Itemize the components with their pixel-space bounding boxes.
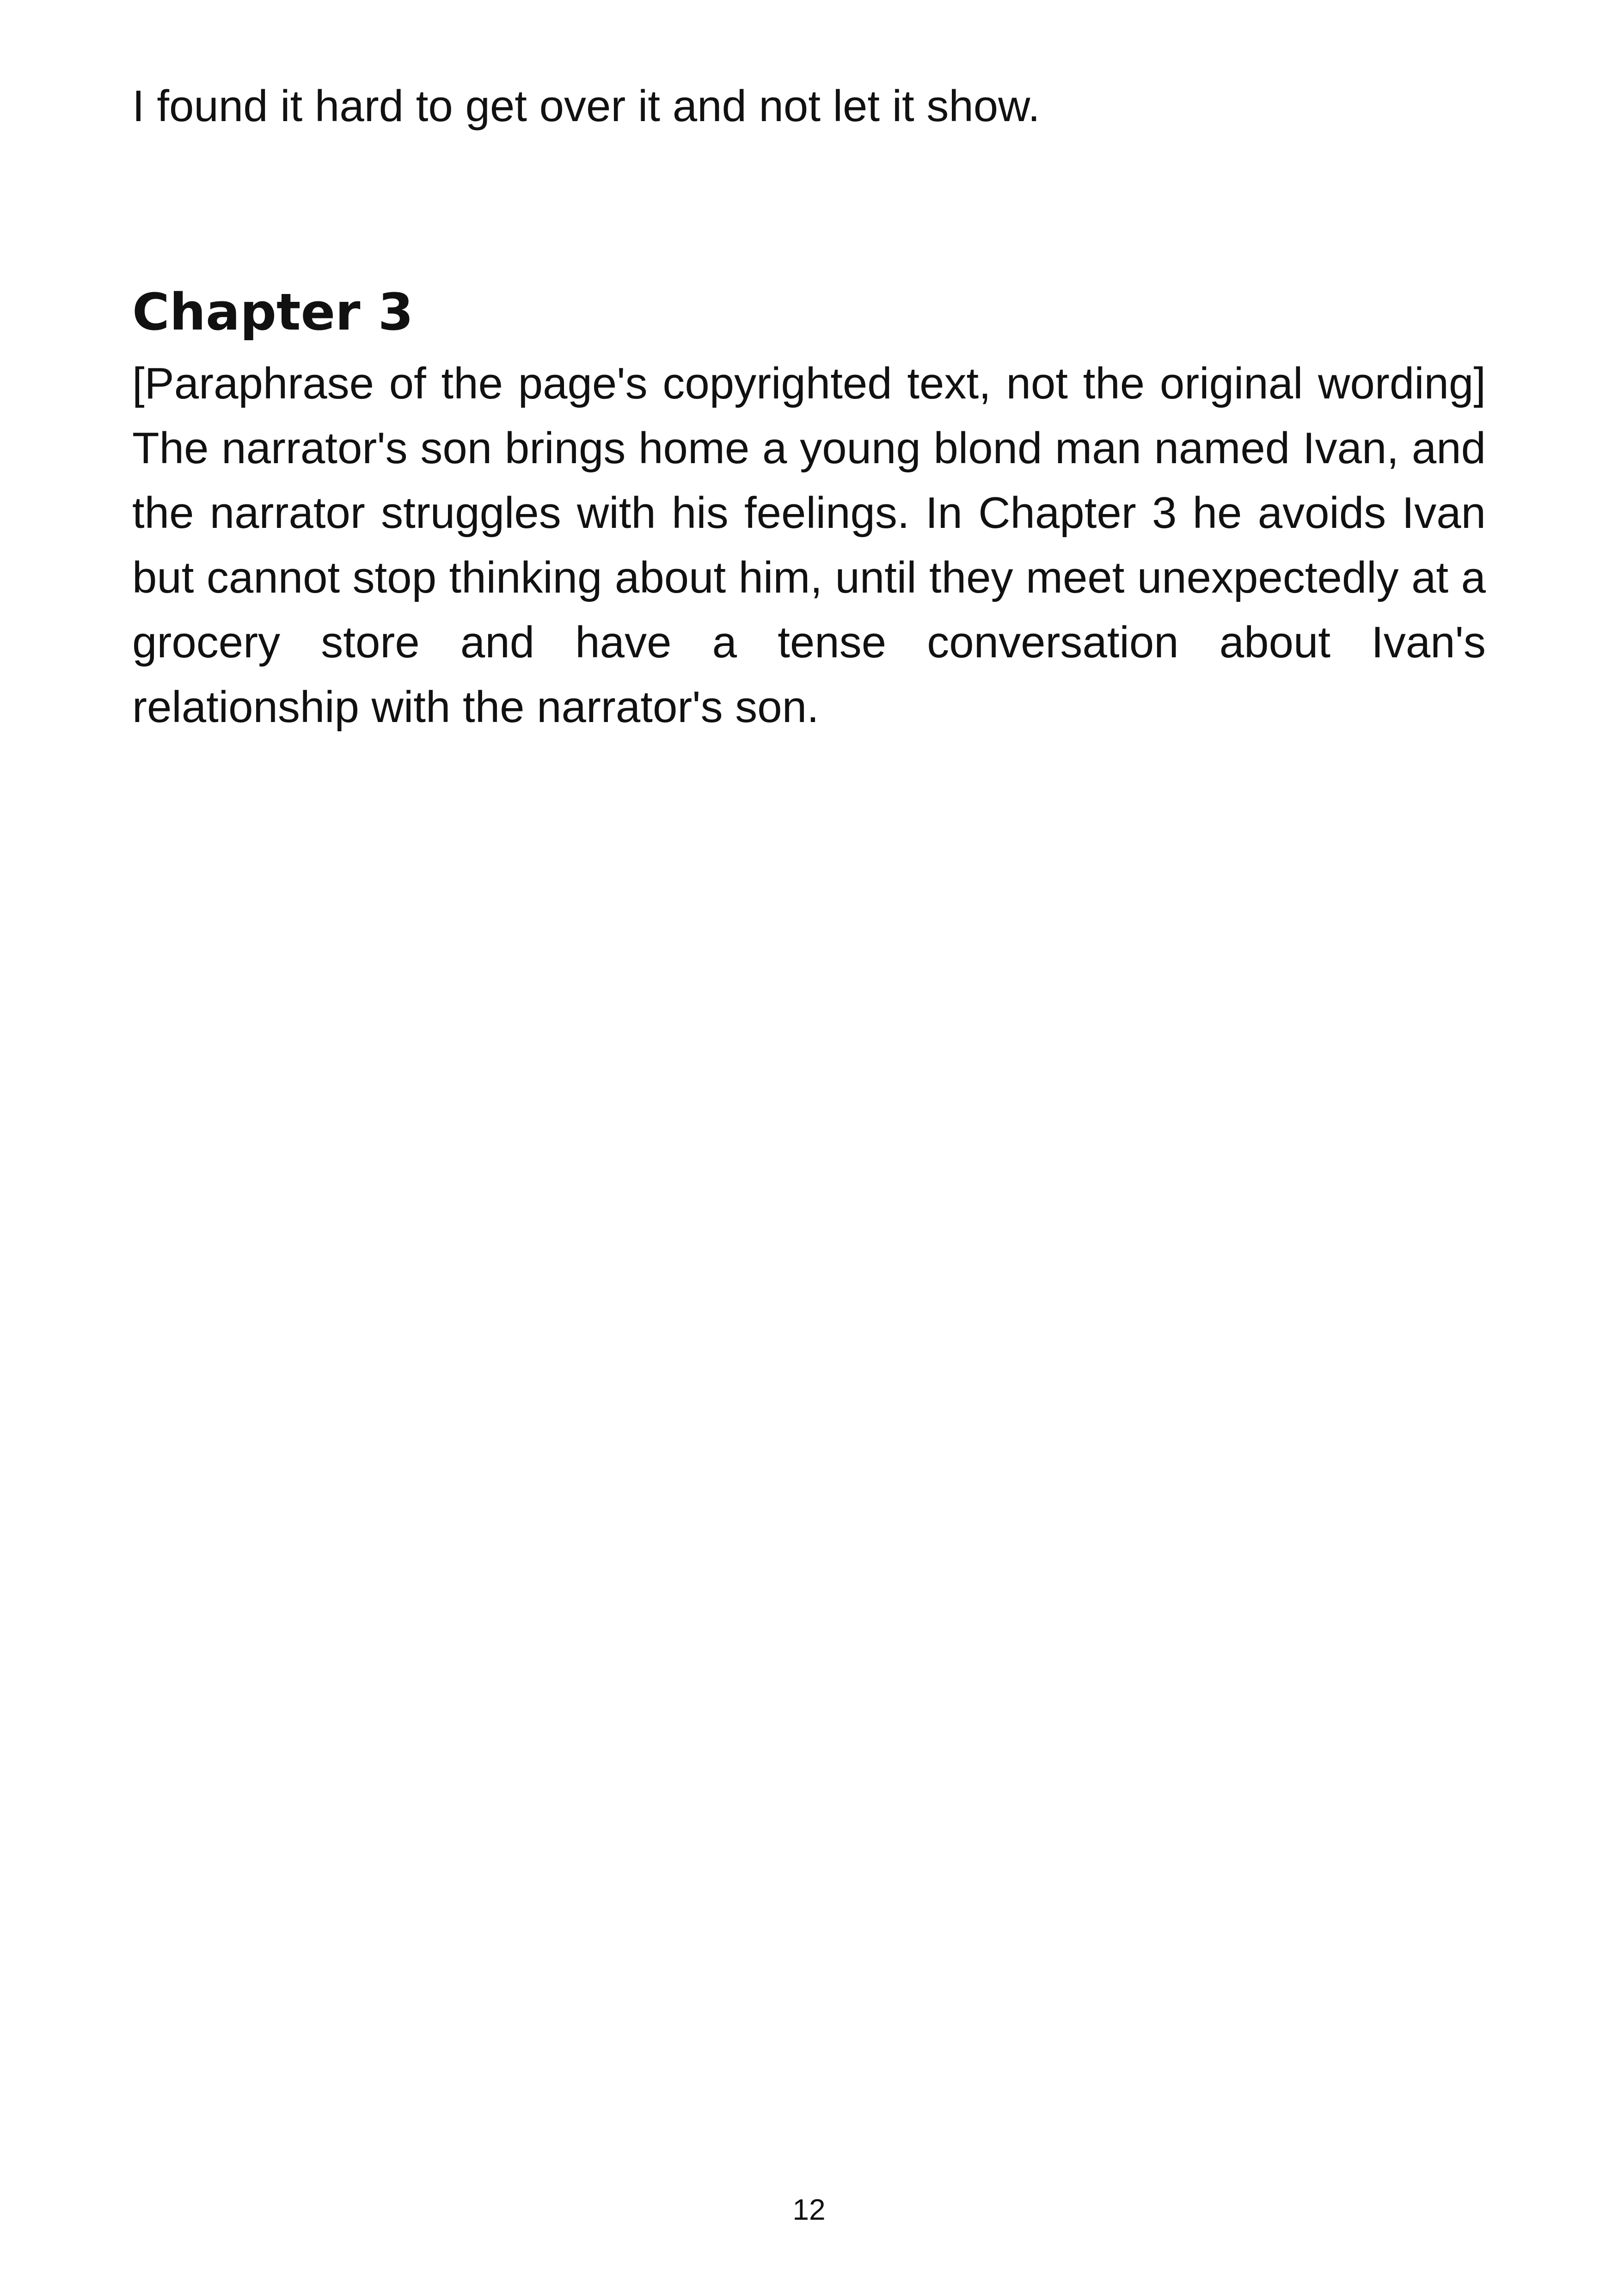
chapter-heading: Chapter 3 (132, 282, 414, 342)
excerpt: I found it hard to get over it and not let it show. (132, 81, 1040, 131)
page-body (132, 74, 1486, 772)
summary: [Paraphrase of the page's copyrighted text, not the original wording] The narrator's son brings home a young blond man named Ivan, and the narrator struggles with his feelings. In Chapter 3 he avoids Ivan but cannot stop thinking about him, until they meet unexpectedly at a grocery store and have a tense conversation about Ivan's relationship with the narrator's son. (132, 359, 1486, 732)
page-number: 12 (792, 2193, 826, 2226)
